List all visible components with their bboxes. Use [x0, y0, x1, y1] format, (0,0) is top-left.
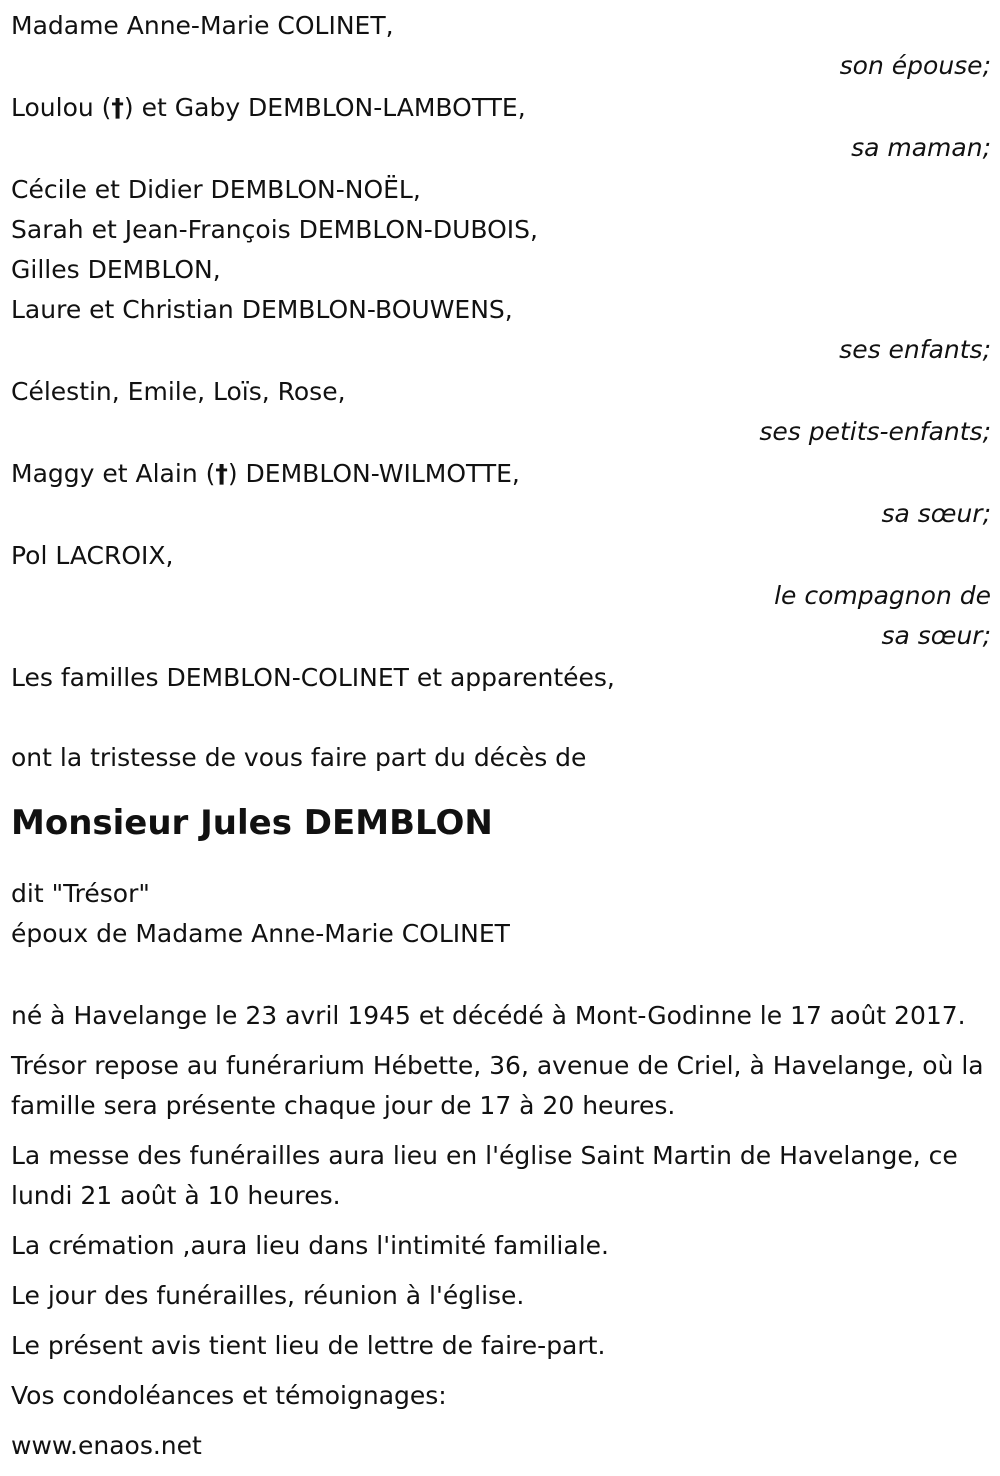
family-name-line — [11, 88, 991, 128]
deceased-cross-icon: † — [111, 93, 124, 122]
notice-paragraph: Le présent avis tient lieu de lettre de faire-part. — [11, 1331, 606, 1360]
family-name-line: Laure et Christian DEMBLON-BOUWENS, — [11, 295, 513, 324]
family-group-spouse — [11, 6, 991, 86]
family-group-companion — [11, 536, 991, 656]
family-relation: son épouse; — [839, 51, 991, 80]
obituary-notice — [11, 6, 991, 1476]
family-group-mother — [11, 88, 991, 168]
family-group-children — [11, 170, 991, 370]
cremation-paragraph: La crémation ,aura lieu dans l'intimité familiale. — [11, 1231, 609, 1260]
condolences-paragraph: Vos condoléances et témoignages: — [11, 1381, 447, 1410]
family-name-line: Pol LACROIX, — [11, 541, 174, 570]
deceased-name-heading: Monsieur Jules DEMBLON — [11, 803, 493, 843]
family-name-line: Gilles DEMBLON, — [11, 255, 221, 284]
birth-death-paragraph: né à Havelange le 23 avril 1945 et décédé à Mont-Godinne le 17 août 2017. — [11, 1001, 966, 1030]
funerarium-paragraph: Trésor repose au funérarium Hébette, 36, avenue de Criel, à Havelange, où la famille sera présente chaque jour de 17 à 20 heures. — [11, 1051, 984, 1120]
family-group-grandchildren — [11, 372, 991, 452]
name-part-pre: Maggy et Alain ( — [11, 459, 216, 488]
meeting-paragraph: Le jour des funérailles, réunion à l'église. — [11, 1281, 525, 1310]
announcement-text: ont la tristesse de vous faire part du décès de — [11, 743, 587, 772]
family-group-sister — [11, 454, 991, 534]
family-name-line: Sarah et Jean-François DEMBLON-DUBOIS, — [11, 215, 538, 244]
website-link[interactable]: www.enaos.net — [11, 1431, 202, 1460]
family-relation: ses petits-enfants; — [759, 417, 991, 446]
family-name-line — [11, 454, 991, 494]
family-name-line: Célestin, Emile, Loïs, Rose, — [11, 377, 346, 406]
name-part-pre: Loulou ( — [11, 93, 112, 122]
mass-paragraph: La messe des funérailles aura lieu en l'église Saint Martin de Havelange, ce lundi 21 août à 10 heures. — [11, 1141, 958, 1210]
spouse-line: époux de Madame Anne-Marie COLINET — [11, 919, 510, 948]
deceased-cross-icon: † — [215, 459, 228, 488]
name-part-post: ) DEMBLON-WILMOTTE, — [227, 459, 520, 488]
family-name-line: Madame Anne-Marie COLINET, — [11, 11, 394, 40]
family-relation: sa sœur; — [881, 499, 991, 528]
nickname-line: dit "Trésor" — [11, 879, 150, 908]
family-name-line: Cécile et Didier DEMBLON-NOËL, — [11, 175, 421, 204]
family-relation: sa maman; — [851, 133, 991, 162]
family-relation: le compagnon de — [774, 581, 991, 610]
family-relation: sa sœur; — [881, 621, 991, 650]
family-relation: ses enfants; — [839, 335, 991, 364]
name-part-post: ) et Gaby DEMBLON-LAMBOTTE, — [123, 93, 526, 122]
families-line: Les familles DEMBLON-COLINET et apparentées, — [11, 663, 615, 692]
